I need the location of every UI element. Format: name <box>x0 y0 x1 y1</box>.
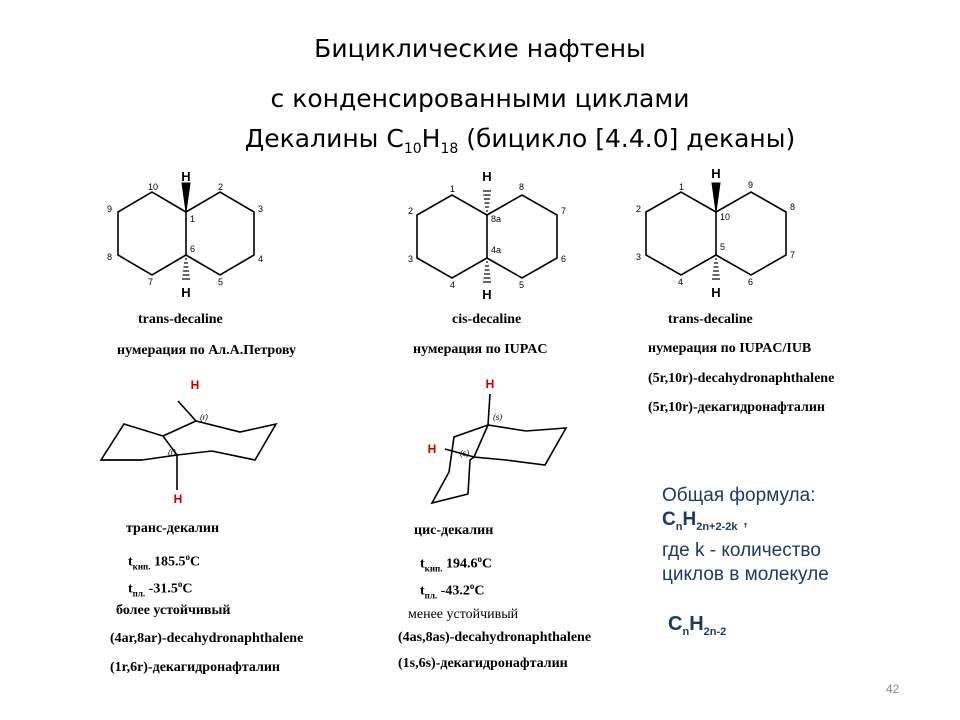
atom-number: 1 <box>190 214 196 224</box>
iupac-name-en: (4as,8as)-decahydronaphthalene <box>398 630 592 645</box>
temp-sub: кип. <box>424 563 443 574</box>
conformer-label: цис-декалин <box>414 523 494 538</box>
atom-number: 10 <box>148 182 159 192</box>
atom-number: 8 <box>519 182 525 192</box>
temp-symbol: t <box>128 581 133 597</box>
boiling-point: $t_{кип.}$ 194.6$^o$C <box>420 554 493 574</box>
temp-value: -31.5 <box>148 581 178 597</box>
temp-value: 194.6 <box>445 556 478 572</box>
hydrogen-label: H <box>173 492 183 506</box>
temp-symbol: t <box>420 583 425 599</box>
formula-expression: $C_nH_{2n+2-2k}$ , <box>662 509 749 533</box>
wedge-bond <box>182 183 190 212</box>
atom-number: 8a <box>491 214 502 224</box>
temp-sub: кип. <box>132 561 151 572</box>
wedge-bond <box>712 183 720 212</box>
hydrogen-label: H <box>482 169 492 184</box>
formula-sub-h: 18 <box>440 141 459 157</box>
stability-note: более устойчивый <box>116 603 231 618</box>
hydrogen-label: H <box>427 442 437 456</box>
iupac-name-ru: (1s,6s)-декагидронафталин <box>398 656 568 671</box>
atom-number: 1 <box>679 182 685 192</box>
atom-number: 7 <box>561 206 567 216</box>
formula-explanation: где k - количество <box>662 539 821 561</box>
atom-number: 8 <box>790 202 796 212</box>
trans-decalin-conformer <box>101 401 276 490</box>
atom-number: 4 <box>450 280 456 290</box>
iupac-name-ru: (5r,10r)-декагидронафталин <box>648 400 825 415</box>
hydrogen-label: H <box>190 378 200 392</box>
atom-number: 1 <box>450 184 456 194</box>
atom-number: 4 <box>258 254 264 264</box>
iupac-name-ru: (1r,6r)-декагидронафталин <box>110 660 280 675</box>
stability-note: менее устойчивый <box>408 607 519 622</box>
temp-unit: C <box>481 556 493 572</box>
temp-unit: C <box>182 581 193 597</box>
numbering-caption: нумерация по IUPAC <box>413 342 548 357</box>
atom-number: 10 <box>720 212 731 222</box>
temp-sub: пл. <box>424 590 438 601</box>
hydrogen-label: H <box>181 169 191 184</box>
formula-decalin: $C_nH_{2n-2}$ <box>668 613 727 638</box>
structure-name: cis-decaline <box>452 312 522 327</box>
temp-sub: пл. <box>132 588 146 599</box>
atom-number: 6 <box>561 254 567 264</box>
atom-number: 5 <box>519 280 525 290</box>
atom-number: 2 <box>218 182 224 192</box>
formula-heading: Общая формула: <box>662 485 816 506</box>
atom-number: 5 <box>720 242 726 252</box>
temp-value: -43.2 <box>440 583 470 599</box>
conformer-label: транс-декалин <box>126 521 220 536</box>
atom-number: 9 <box>107 204 113 214</box>
atom-number: 5 <box>218 277 224 287</box>
melting-point: $t_{пл.}$ -31.5$^o$C <box>128 579 193 599</box>
atom-number: 7 <box>790 250 796 260</box>
temp-symbol: t <box>420 556 425 572</box>
temp-unit: C <box>474 583 485 599</box>
atom-number: 4 <box>678 277 684 287</box>
formula-suffix: (бицикло [4.4.0] деканы) <box>458 124 796 153</box>
hydrogen-label: H <box>711 285 721 300</box>
slide-title: Бициклические нафтены <box>314 34 646 63</box>
hydrogen-label: H <box>485 377 495 391</box>
cis-decalin-conformer <box>432 394 566 503</box>
hash-bond <box>712 259 720 279</box>
atom-number: 6 <box>190 244 196 254</box>
formula-explanation: циклов в молекуле <box>662 563 829 585</box>
slide-subtitle: с конденсированными циклами <box>270 84 690 113</box>
atom-number: 3 <box>636 252 642 262</box>
structure-name: trans-decaline <box>138 312 223 327</box>
atom-number: 8 <box>107 252 113 262</box>
formula-sub-c: 10 <box>403 141 422 157</box>
hydrogen-label: H <box>181 285 191 300</box>
iupac-name-en: (5r,10r)-decahydronaphthalene <box>648 371 835 386</box>
stereo-descriptor: (s) <box>493 413 503 422</box>
hydrogen-label: H <box>711 166 721 181</box>
temp-unit: C <box>189 554 201 570</box>
hydrogen-label: H <box>482 287 492 302</box>
atom-number: 3 <box>258 204 264 214</box>
formula-prefix: Декалины C <box>244 124 404 153</box>
atom-number: 4a <box>491 245 502 255</box>
page-number: 42 <box>886 682 900 696</box>
numbering-caption: нумерация по IUPAC/IUB <box>648 341 812 356</box>
structure-name: trans-decaline <box>668 312 753 327</box>
atom-number: 2 <box>636 204 642 214</box>
formula-h: H <box>421 124 441 153</box>
temp-symbol: t <box>128 554 133 570</box>
boiling-point: $t_{кип.}$ 185.5$^o$C <box>128 552 201 572</box>
atom-number: 6 <box>748 277 754 287</box>
atom-number: 9 <box>748 180 754 190</box>
stereo-descriptor: (r) <box>168 448 176 457</box>
stereo-descriptor: (r) <box>200 413 208 422</box>
atom-number: 7 <box>148 277 154 287</box>
general-formula-block <box>662 484 902 587</box>
stereo-descriptor: (s) <box>460 449 470 458</box>
temp-value: 185.5 <box>153 554 186 570</box>
hash-bond <box>182 259 190 279</box>
iupac-name-en: (4ar,8ar)-decahydronaphthalene <box>110 631 304 646</box>
atom-number: 3 <box>408 254 414 264</box>
numbering-caption: нумерация по Ал.А.Петрову <box>117 343 296 358</box>
atom-number: 2 <box>408 206 414 216</box>
melting-point: $t_{пл.}$ -43.2$^o$C <box>420 581 485 601</box>
